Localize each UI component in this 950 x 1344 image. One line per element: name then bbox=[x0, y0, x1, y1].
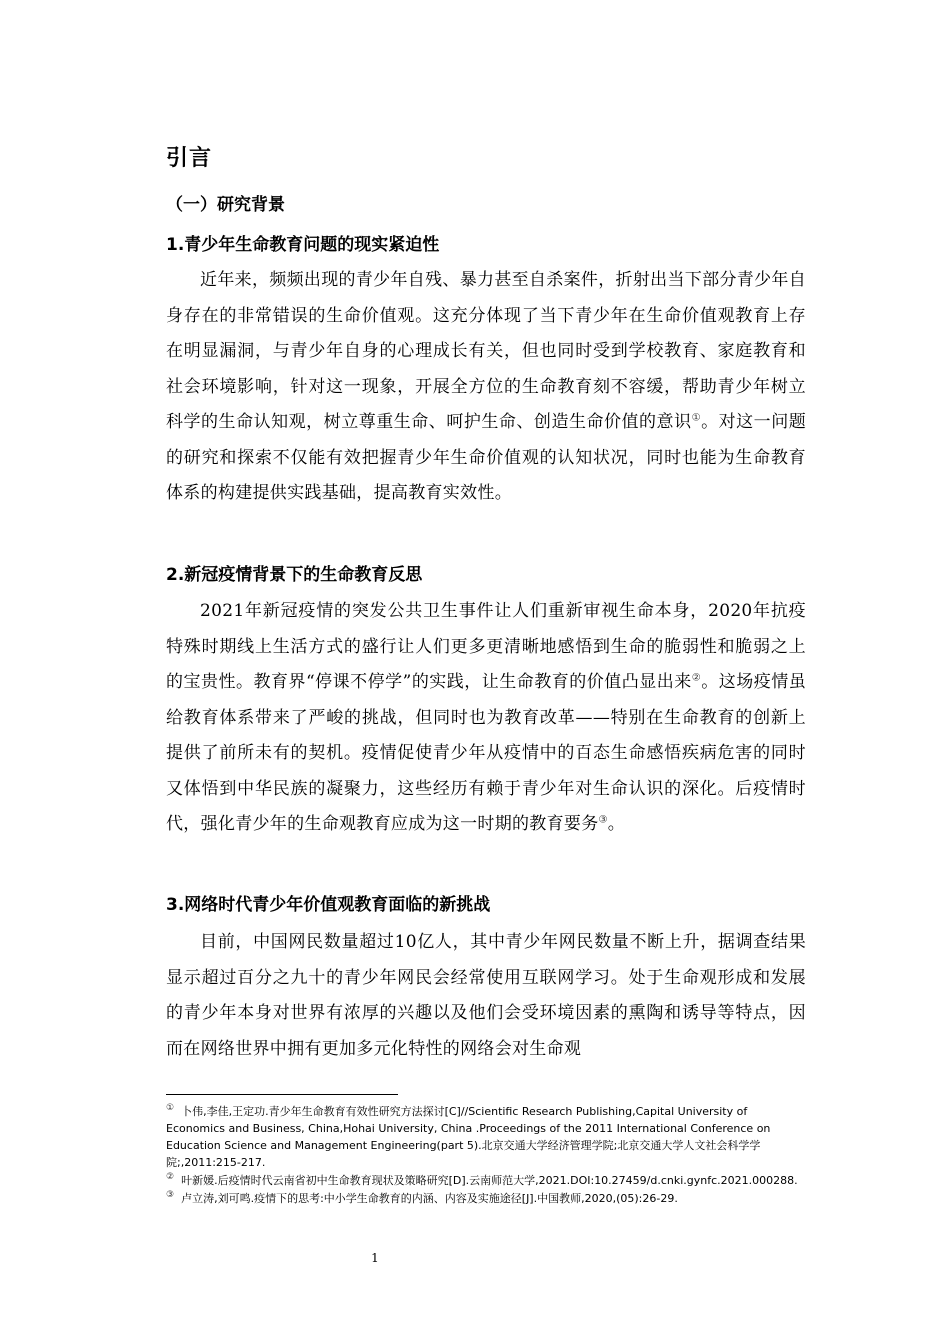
footnote-mark-1: ① bbox=[166, 1103, 175, 1114]
footnote-text-1: 卜伟,李佳,王定功.青少年生命教育有效性研究方法探讨[C]//Scientific Research Publishing,Capital University of Economics and Business, China,Hohai University, China .Proceedings of the 2011 International Conference on Education Science and Management Engineering(part 5).北京交通大学经济管理学院;北京交通大学人文社会科学学院;,2011:215-217. bbox=[166, 1105, 771, 1169]
paragraph-3-text: 目前，中国网民数量超过10亿人，其中青少年网民数量不断上升，据调查结果显示超过百分之九十的青少年网民会经常使用互联网学习。处于生命观形成和发展的青少年本身对世界有浓厚的兴趣以及他们会受环境因素的熏陶和诱导等特点，因而在网络世界中拥有更加多元化特性的网络会对生命观 bbox=[166, 932, 806, 1059]
footnote-separator bbox=[166, 1094, 398, 1095]
paragraph-2-text-b: 。这场疫情虽给教育体系带来了严峻的挑战，但同时也为教育改革——特别在生命教育的创新上提供了前所未有的契机。疫情促使青少年从疫情中的百态生命感悟疾病危害的同时又体悟到中华民族的凝聚力，这些经历有赖于青少年对生命认识的深化。后疫情时代，强化青少年的生命观教育应成为这一时期的教育要务 bbox=[166, 672, 806, 834]
section-heading: （一）研究背景 bbox=[166, 195, 285, 215]
footnote-mark-2: ② bbox=[166, 1172, 175, 1183]
footnote-ref-1[interactable]: ① bbox=[691, 412, 702, 424]
paragraph-3 bbox=[166, 925, 806, 1067]
footnotes bbox=[166, 1103, 806, 1208]
footnote-mark-3: ③ bbox=[166, 1190, 175, 1201]
paragraph-2 bbox=[166, 594, 806, 843]
footnote-1 bbox=[166, 1103, 806, 1171]
paragraph-2-text-c: 。 bbox=[607, 814, 626, 834]
footnote-text-3: 卢立涛,刘可鸣.疫情下的思考:中小学生命教育的内涵、内容及实施途径[J].中国教师,2020,(05):26-29. bbox=[181, 1192, 678, 1205]
subsection-heading-2: 2.新冠疫情背景下的生命教育反思 bbox=[166, 565, 423, 585]
footnote-ref-3[interactable]: ③ bbox=[598, 814, 608, 826]
footnote-2 bbox=[166, 1172, 806, 1189]
subsection-heading-1: 1.青少年生命教育问题的现实紧迫性 bbox=[166, 235, 440, 255]
footnote-ref-2[interactable]: ② bbox=[691, 672, 702, 684]
paragraph-1-text-a: 近年来，频频出现的青少年自残、暴力甚至自杀案件，折射出当下部分青少年自身存在的非常错误的生命价值观。这充分体现了当下青少年在生命价值观教育上存在明显漏洞，与青少年自身的心理成长有关，但也同时受到学校教育、家庭教育和社会环境影响，针对这一现象，开展全方位的生命教育刻不容缓，帮助青少年树立科学的生命认知观，树立尊重生命、呵护生命、创造生命价值的意识 bbox=[166, 270, 806, 432]
paragraph-1-text-b: 。对这一问题的研究和探索不仅能有效把握青少年生命价值观的认知状况，同时也能为生命教育体系的构建提供实践基础，提高教育实效性。 bbox=[166, 412, 807, 503]
footnote-text-2: 叶新媛.后疫情时代云南省初中生命教育现状及策略研究[D].云南师范大学,2021.DOI:10.27459/d.cnki.gynfc.2021.000288. bbox=[181, 1174, 798, 1187]
footnote-3 bbox=[166, 1190, 806, 1207]
paragraph-2-text-a: 2021年新冠疫情的突发公共卫生事件让人们重新审视生命本身，2020年抗疫特殊时期线上生活方式的盛行让人们更多更清晰地感悟到生命的脆弱性和脆弱之上的宝贵性。教育界“停课不停学”的实践，让生命教育的价值凸显出来 bbox=[166, 601, 806, 692]
subsection-heading-3: 3.网络时代青少年价值观教育面临的新挑战 bbox=[166, 895, 491, 915]
page-number: 1 bbox=[371, 1251, 379, 1265]
page-title: 引言 bbox=[166, 146, 213, 171]
paragraph-1 bbox=[166, 263, 806, 512]
